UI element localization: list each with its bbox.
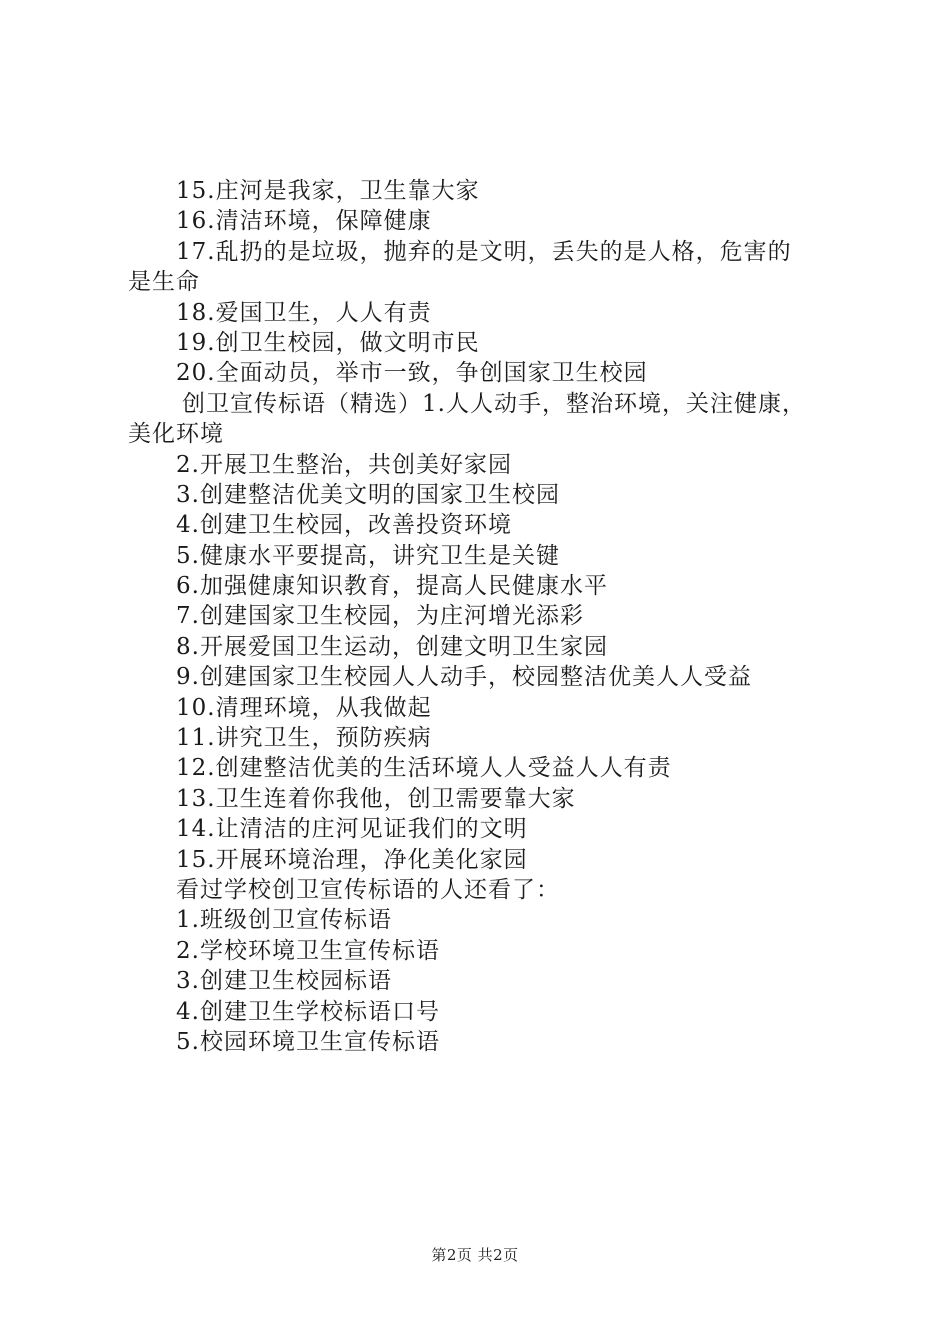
related-link[interactable]: 5.校园环境卫生宣传标语 <box>176 1028 440 1055</box>
text-line: 12.创建整洁优美的生活环境人人受益人人有责 <box>176 755 672 782</box>
page-number: 第2页 共2页 <box>431 1246 519 1264</box>
text-line: 19.创卫生校园，做文明市民 <box>176 329 480 356</box>
text-line: 18.爱国卫生，人人有责 <box>176 299 432 326</box>
text-line: 20.全面动员，举市一致，争创国家卫生校园 <box>176 360 648 387</box>
page-footer <box>0 1244 950 1265</box>
text-line: 17.乱扔的是垃圾，抛弃的是文明，丢失的是人格，危害的 <box>176 238 792 265</box>
text-line: 16.清洁环境，保障健康 <box>176 208 432 235</box>
text-line: 13.卫生连着你我他，创卫需要靠大家 <box>176 785 576 812</box>
related-heading: 看过学校创卫宣传标语的人还看了： <box>176 876 560 903</box>
text-line: 15.开展环境治理，净化美化家园 <box>176 846 528 873</box>
section-heading-line: 创卫宣传标语（精选）1.人人动手，整治环境，关注健康， <box>182 390 806 417</box>
text-line: 6.加强健康知识教育，提高人民健康水平 <box>176 573 608 600</box>
text-line: 8.开展爱国卫生运动，创建文明卫生家园 <box>176 633 608 660</box>
related-link[interactable]: 2.学校环境卫生宣传标语 <box>176 937 440 964</box>
document-body <box>0 176 950 1057</box>
text-line: 5.健康水平要提高，讲究卫生是关键 <box>176 542 560 569</box>
text-line: 7.创建国家卫生校园，为庄河增光添彩 <box>176 603 584 630</box>
text-line: 9.创建国家卫生校园人人动手，校园整洁优美人人受益 <box>176 664 752 691</box>
text-line: 14.让清洁的庄河见证我们的文明 <box>176 816 528 843</box>
text-line: 10.清理环境，从我做起 <box>176 694 432 721</box>
text-line: 2.开展卫生整治，共创美好家园 <box>176 451 512 478</box>
text-line: 4.创建卫生校园，改善投资环境 <box>176 512 512 539</box>
related-link[interactable]: 4.创建卫生学校标语口号 <box>176 998 440 1025</box>
related-link[interactable]: 3.创建卫生校园标语 <box>176 968 392 995</box>
text-line: 11.讲究卫生，预防疾病 <box>176 725 432 752</box>
text-line: 15.庄河是我家，卫生靠大家 <box>176 178 480 204</box>
related-link[interactable]: 1.班级创卫宣传标语 <box>176 907 392 934</box>
text-line: 是生命 <box>128 269 200 296</box>
text-line: 美化环境 <box>128 421 224 448</box>
text-line: 3.创建整洁优美文明的国家卫生校园 <box>176 481 560 508</box>
